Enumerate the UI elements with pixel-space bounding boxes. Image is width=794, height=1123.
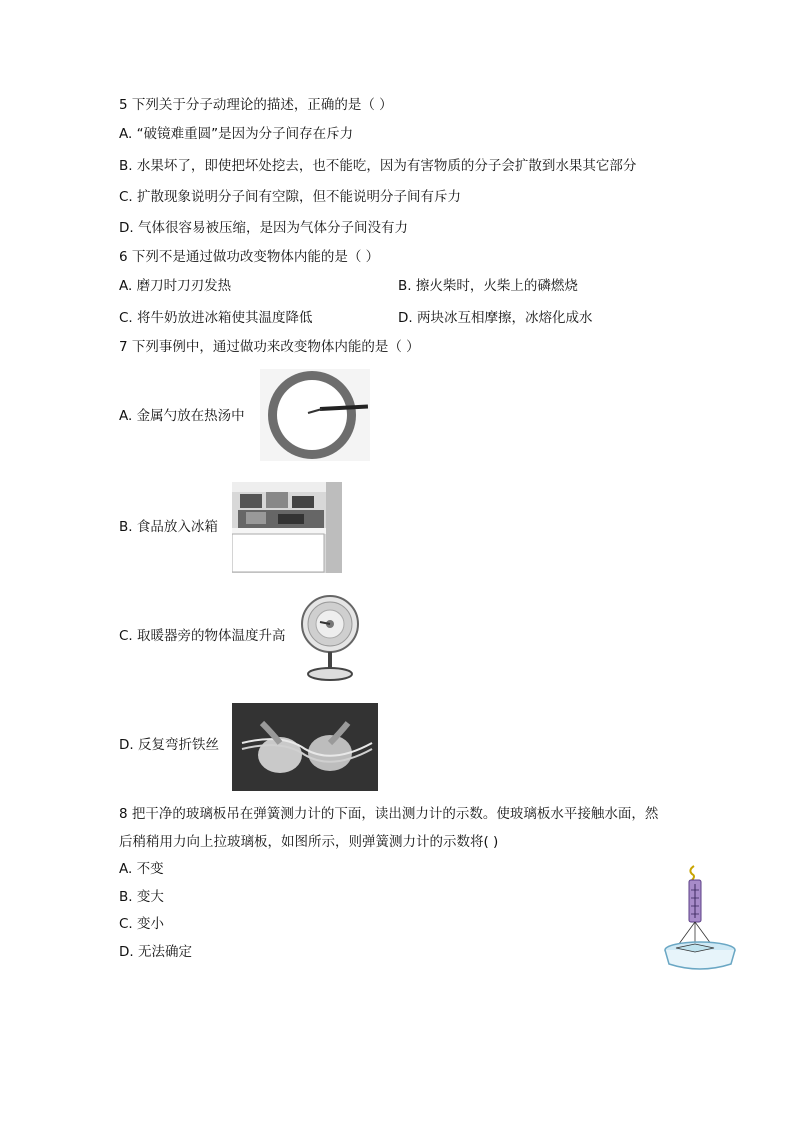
q7-option-d: D. 反复弯折铁丝 bbox=[119, 737, 219, 753]
q8-option-c: C. 变小 bbox=[119, 916, 165, 932]
q5-option-a: A. “破镜难重圆”是因为分子间存在斥力 bbox=[119, 126, 354, 142]
hot-soup-spoon-image bbox=[260, 369, 370, 461]
q7-option-c: C. 取暖器旁的物体温度升高 bbox=[119, 628, 286, 644]
spring-scale-glass-plate-image bbox=[662, 864, 738, 974]
q8-stem-line-1: 8 把干净的玻璃板吊在弹簧测力计的下面，读出测力计的示数。使玻璃板水平接触水面，然 bbox=[119, 806, 659, 822]
q7-option-b: B. 食品放入冰箱 bbox=[119, 519, 218, 535]
q5-option-d: D. 气体很容易被压缩，是因为气体分子间没有力 bbox=[119, 220, 408, 236]
heater-image bbox=[300, 586, 360, 686]
q6-option-c: C. 将牛奶放进冰箱使其温度降低 bbox=[119, 310, 313, 326]
q6-option-d: D. 两块冰互相摩擦，冰熔化成水 bbox=[398, 310, 593, 326]
q8-option-a: A. 不变 bbox=[119, 861, 164, 877]
fridge-food-image bbox=[232, 482, 342, 573]
q8-option-b: B. 变大 bbox=[119, 889, 164, 905]
q8-option-d: D. 无法确定 bbox=[119, 944, 192, 960]
q6-stem: 6 下列不是通过做功改变物体内能的是（ ） bbox=[119, 249, 380, 265]
q5-stem: 5 下列关于分子动理论的描述，正确的是（ ） bbox=[119, 97, 393, 113]
q7-stem: 7 下列事例中，通过做功来改变物体内能的是（ ） bbox=[119, 339, 420, 355]
q6-option-b: B. 擦火柴时，火柴上的磷燃烧 bbox=[398, 278, 578, 294]
q5-option-b: B. 水果坏了，即使把坏处挖去，也不能吃，因为有害物质的分子会扩散到水果其它部分 bbox=[119, 158, 637, 174]
q7-option-a: A. 金属勺放在热汤中 bbox=[119, 408, 245, 424]
q8-stem-line-2: 后稍稍用力向上拉玻璃板，如图所示，则弹簧测力计的示数将( ) bbox=[119, 834, 499, 850]
bending-wire-image bbox=[232, 703, 378, 791]
q6-option-a: A. 磨刀时刀刃发热 bbox=[119, 278, 232, 294]
q5-option-c: C. 扩散现象说明分子间有空隙，但不能说明分子间有斥力 bbox=[119, 189, 462, 205]
